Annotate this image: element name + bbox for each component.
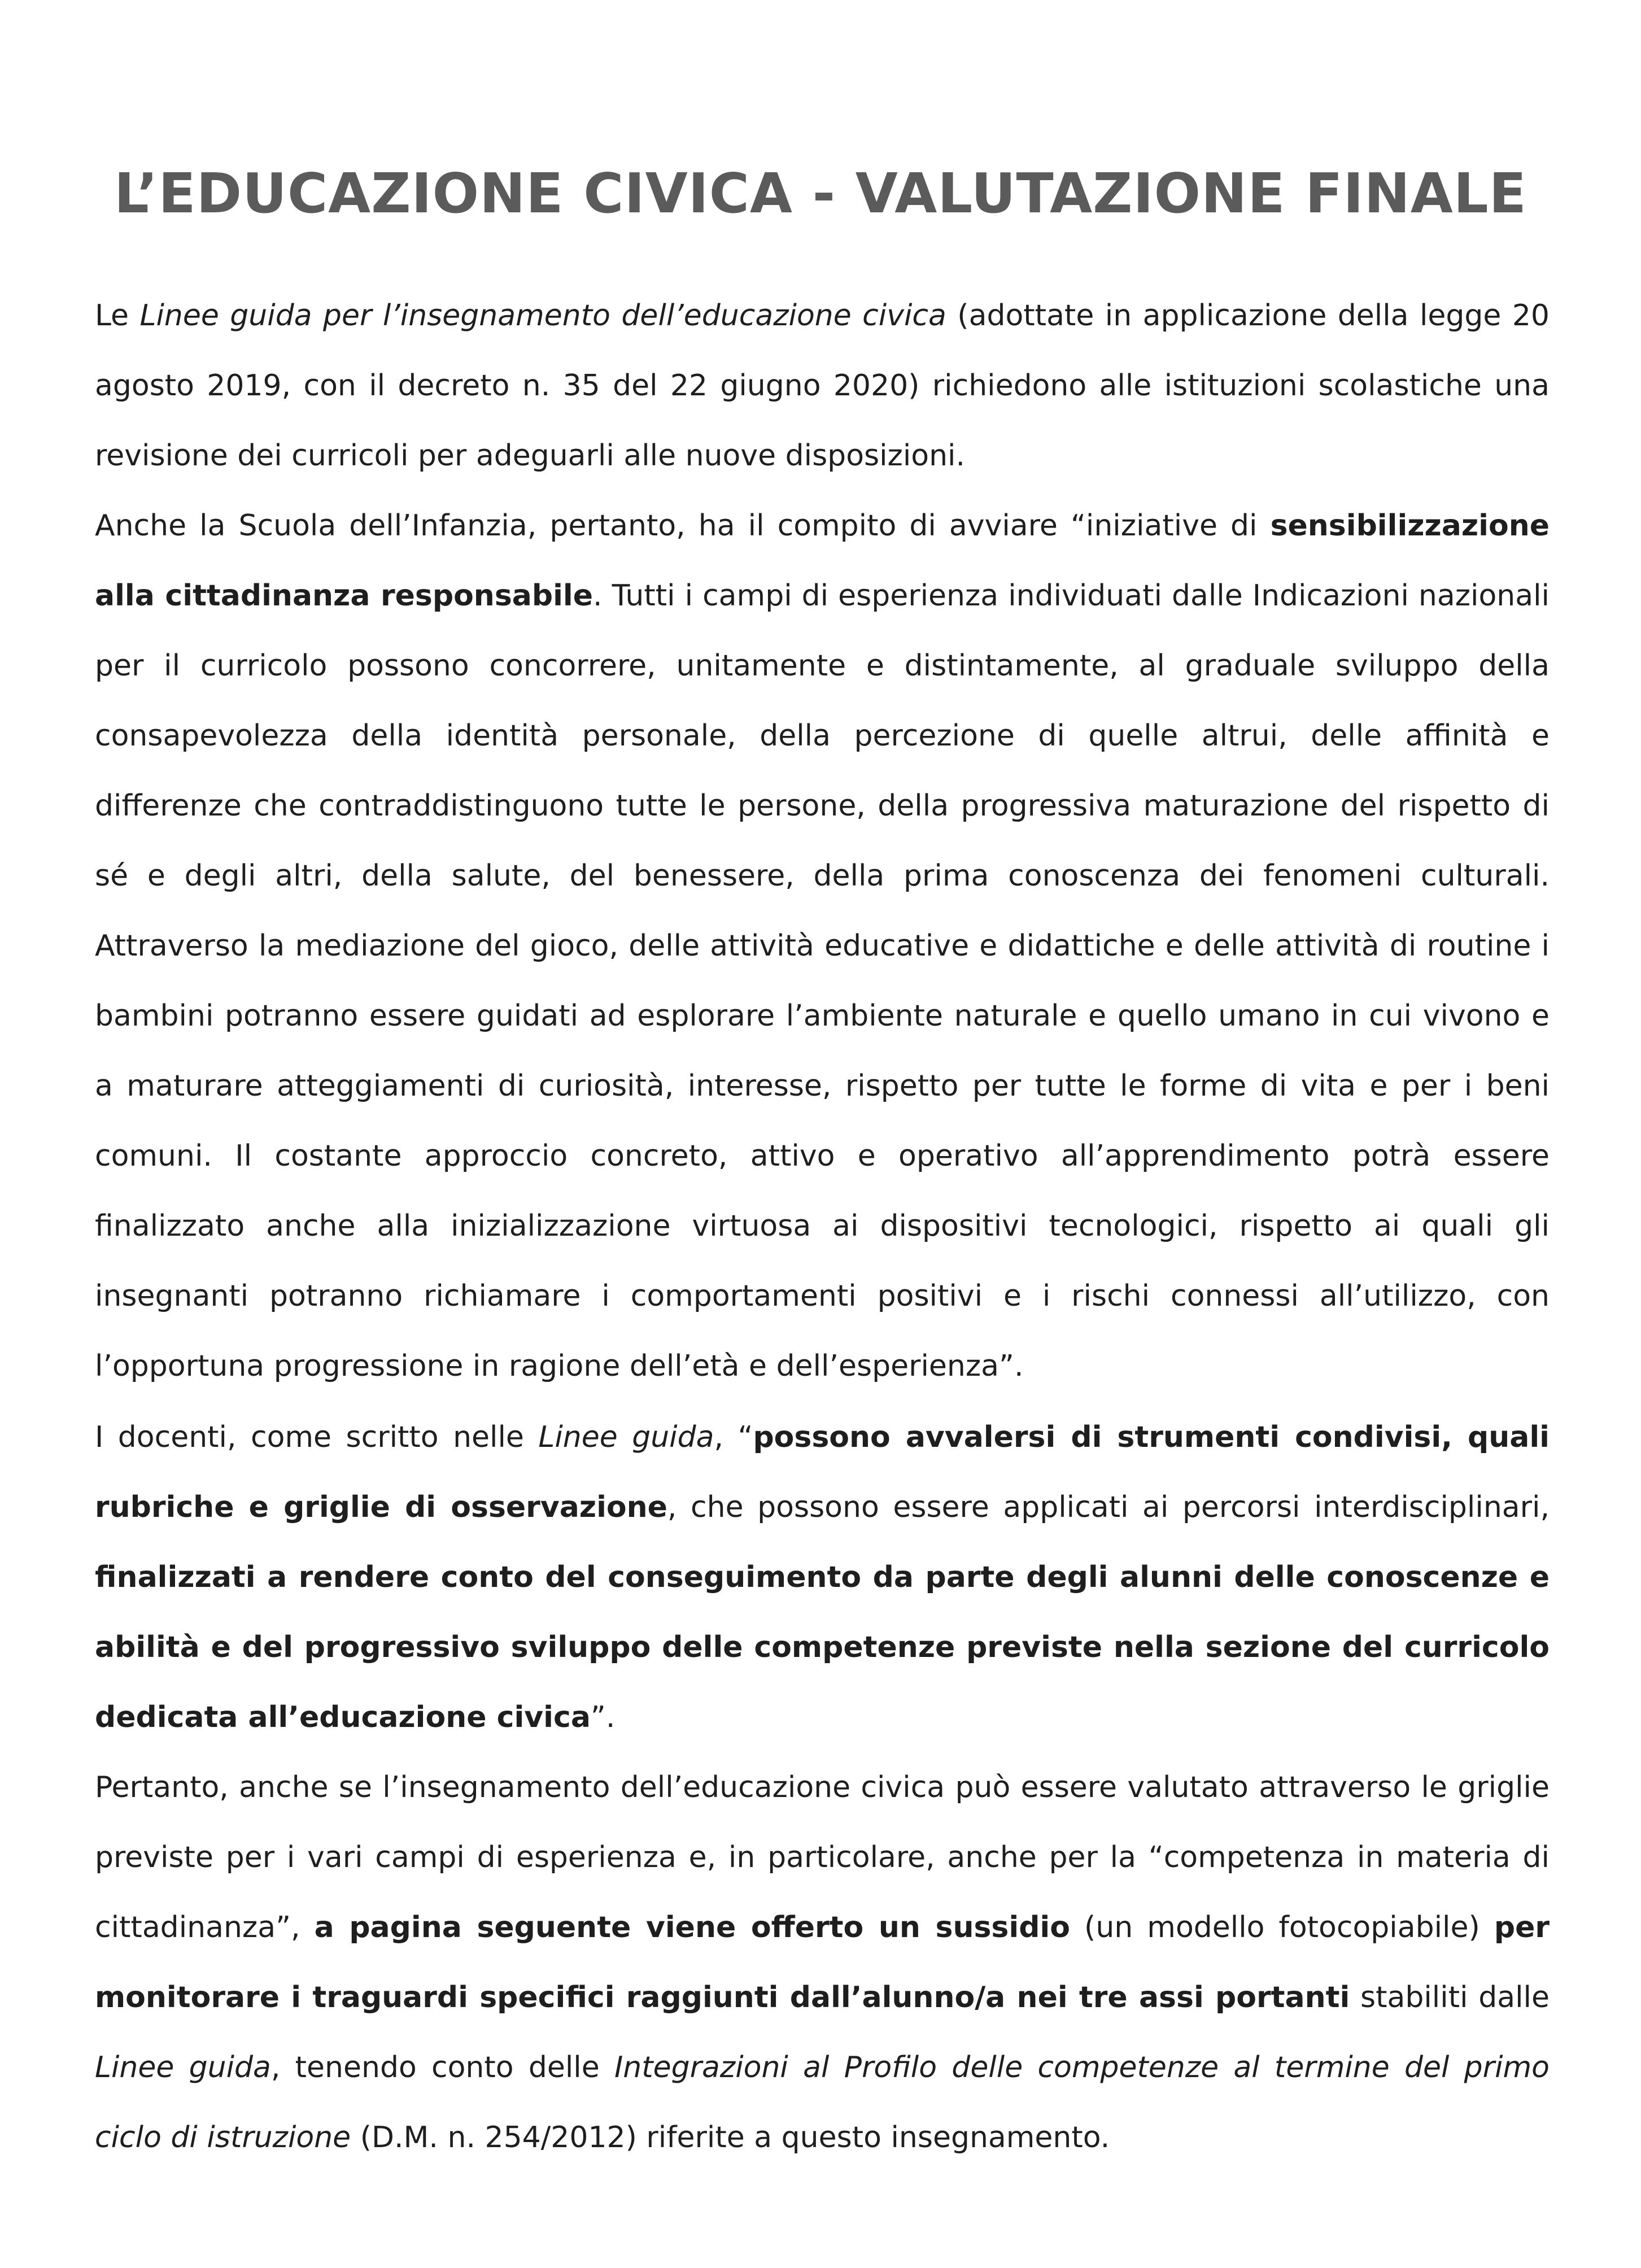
paragraph-docenti: [95, 1402, 1550, 1752]
text-run-italic: Linee guida: [538, 1420, 714, 1454]
text-run: Le: [95, 299, 140, 333]
paragraph-scuola-infanzia: [95, 491, 1550, 1401]
text-run-bold: sensibilizzazione alla cittadinanza responsabile: [95, 509, 1550, 613]
text-run: Pertanto, anche se l’insegnamento dell’educazione civica può essere valutato attraverso le griglie previste per i vari campi di esperienza e, in particolare, anche per la “competenza in materia di cittadinanza”,: [95, 1770, 1550, 1944]
page-title: L’EDUCAZIONE CIVICA - VALUTAZIONE FINALE: [114, 162, 1527, 225]
text-run: (D.M. n. 254/2012) riferite a questo insegnamento.: [351, 2121, 1110, 2154]
text-block-valutazione: [95, 1402, 1550, 2173]
paragraph-linee-guida: [95, 281, 1550, 491]
text-run: , “: [714, 1420, 753, 1454]
paragraph-pertanto: [95, 1752, 1550, 2173]
text-run: I docenti, come scritto nelle: [95, 1420, 539, 1454]
text-run-bold: possono avvalersi di strumenti condivisi, quali rubriche e griglie di osservazione: [95, 1420, 1550, 1524]
text-run: (adottate in applicazione della legge 20 agosto 2019, con il decreto n. 35 del 22 giugno 2020) richiedono alle istituzioni scolastiche una revisione dei curricoli per adeguarli alle nuove disposizioni.: [95, 299, 1550, 473]
text-run-italic: Linee guida: [95, 2051, 271, 2084]
text-run-bold: finalizzati a rendere conto del conseguimento da parte degli alunni delle conoscenze e abilità e del progressivo sviluppo delle competenze previste nella sezione del curricolo dedicata all’educazione civica: [95, 1560, 1550, 1734]
text-run: Anche la Scuola dell’Infanzia, pertanto, ha il compito di avviare “iniziative di: [95, 509, 1271, 543]
text-run-bold: per monitorare i traguardi specifici raggiunti dall’alunno/a nei tre assi portanti: [95, 1911, 1550, 2014]
text-block-intro: [95, 281, 1550, 1401]
text-run: (un modello fotocopiabile): [1070, 1911, 1494, 1944]
text-run-italic: Integrazioni al Profilo delle competenze al termine del primo ciclo di istruzione: [95, 2051, 1550, 2154]
text-run-bold: a pagina seguente viene offerto un sussidio: [314, 1911, 1070, 1944]
text-run: stabiliti dalle: [1350, 1981, 1550, 2014]
text-run-italic: Linee guida per l’insegnamento dell’educazione civica: [139, 299, 946, 333]
text-run: , tenendo conto delle: [270, 2051, 614, 2084]
text-run: ”.: [590, 1700, 616, 1734]
text-run: . Tutti i campi di esperienza individuati dalle Indicazioni nazionali per il curricolo possono concorrere, unitamente e distintamente, al graduale sviluppo della consapevolezza della identità personale, della percezione di quelle altrui, delle affinità e differenze che contraddistinguono tutte le persone, della progressiva maturazione del rispetto di sé e degli altri, della salute, del benessere, della prima conoscenza dei fenomeni culturali. Attraverso la mediazione del gioco, delle attività educative e didattiche e delle attività di routine i bambini potranno essere guidati ad esplorare l’ambiente naturale e quello umano in cui vivono e a maturare atteggiamenti di curiosità, interesse, rispetto per tutte le forme di vita e per i beni comuni. Il costante approccio concreto, attivo e operativo all’apprendimento potrà essere finalizzato anche alla inizializzazione virtuosa ai dispositivi tecnologici, rispetto ai quali gli insegnanti potranno richiamare i comportamenti positivi e i rischi connessi all’utilizzo, con l’opportuna progressione in ragione dell’età e dell’esperienza”.: [95, 579, 1550, 1383]
text-run: , che possono essere applicati ai percorsi interdisciplinari,: [667, 1490, 1550, 1524]
